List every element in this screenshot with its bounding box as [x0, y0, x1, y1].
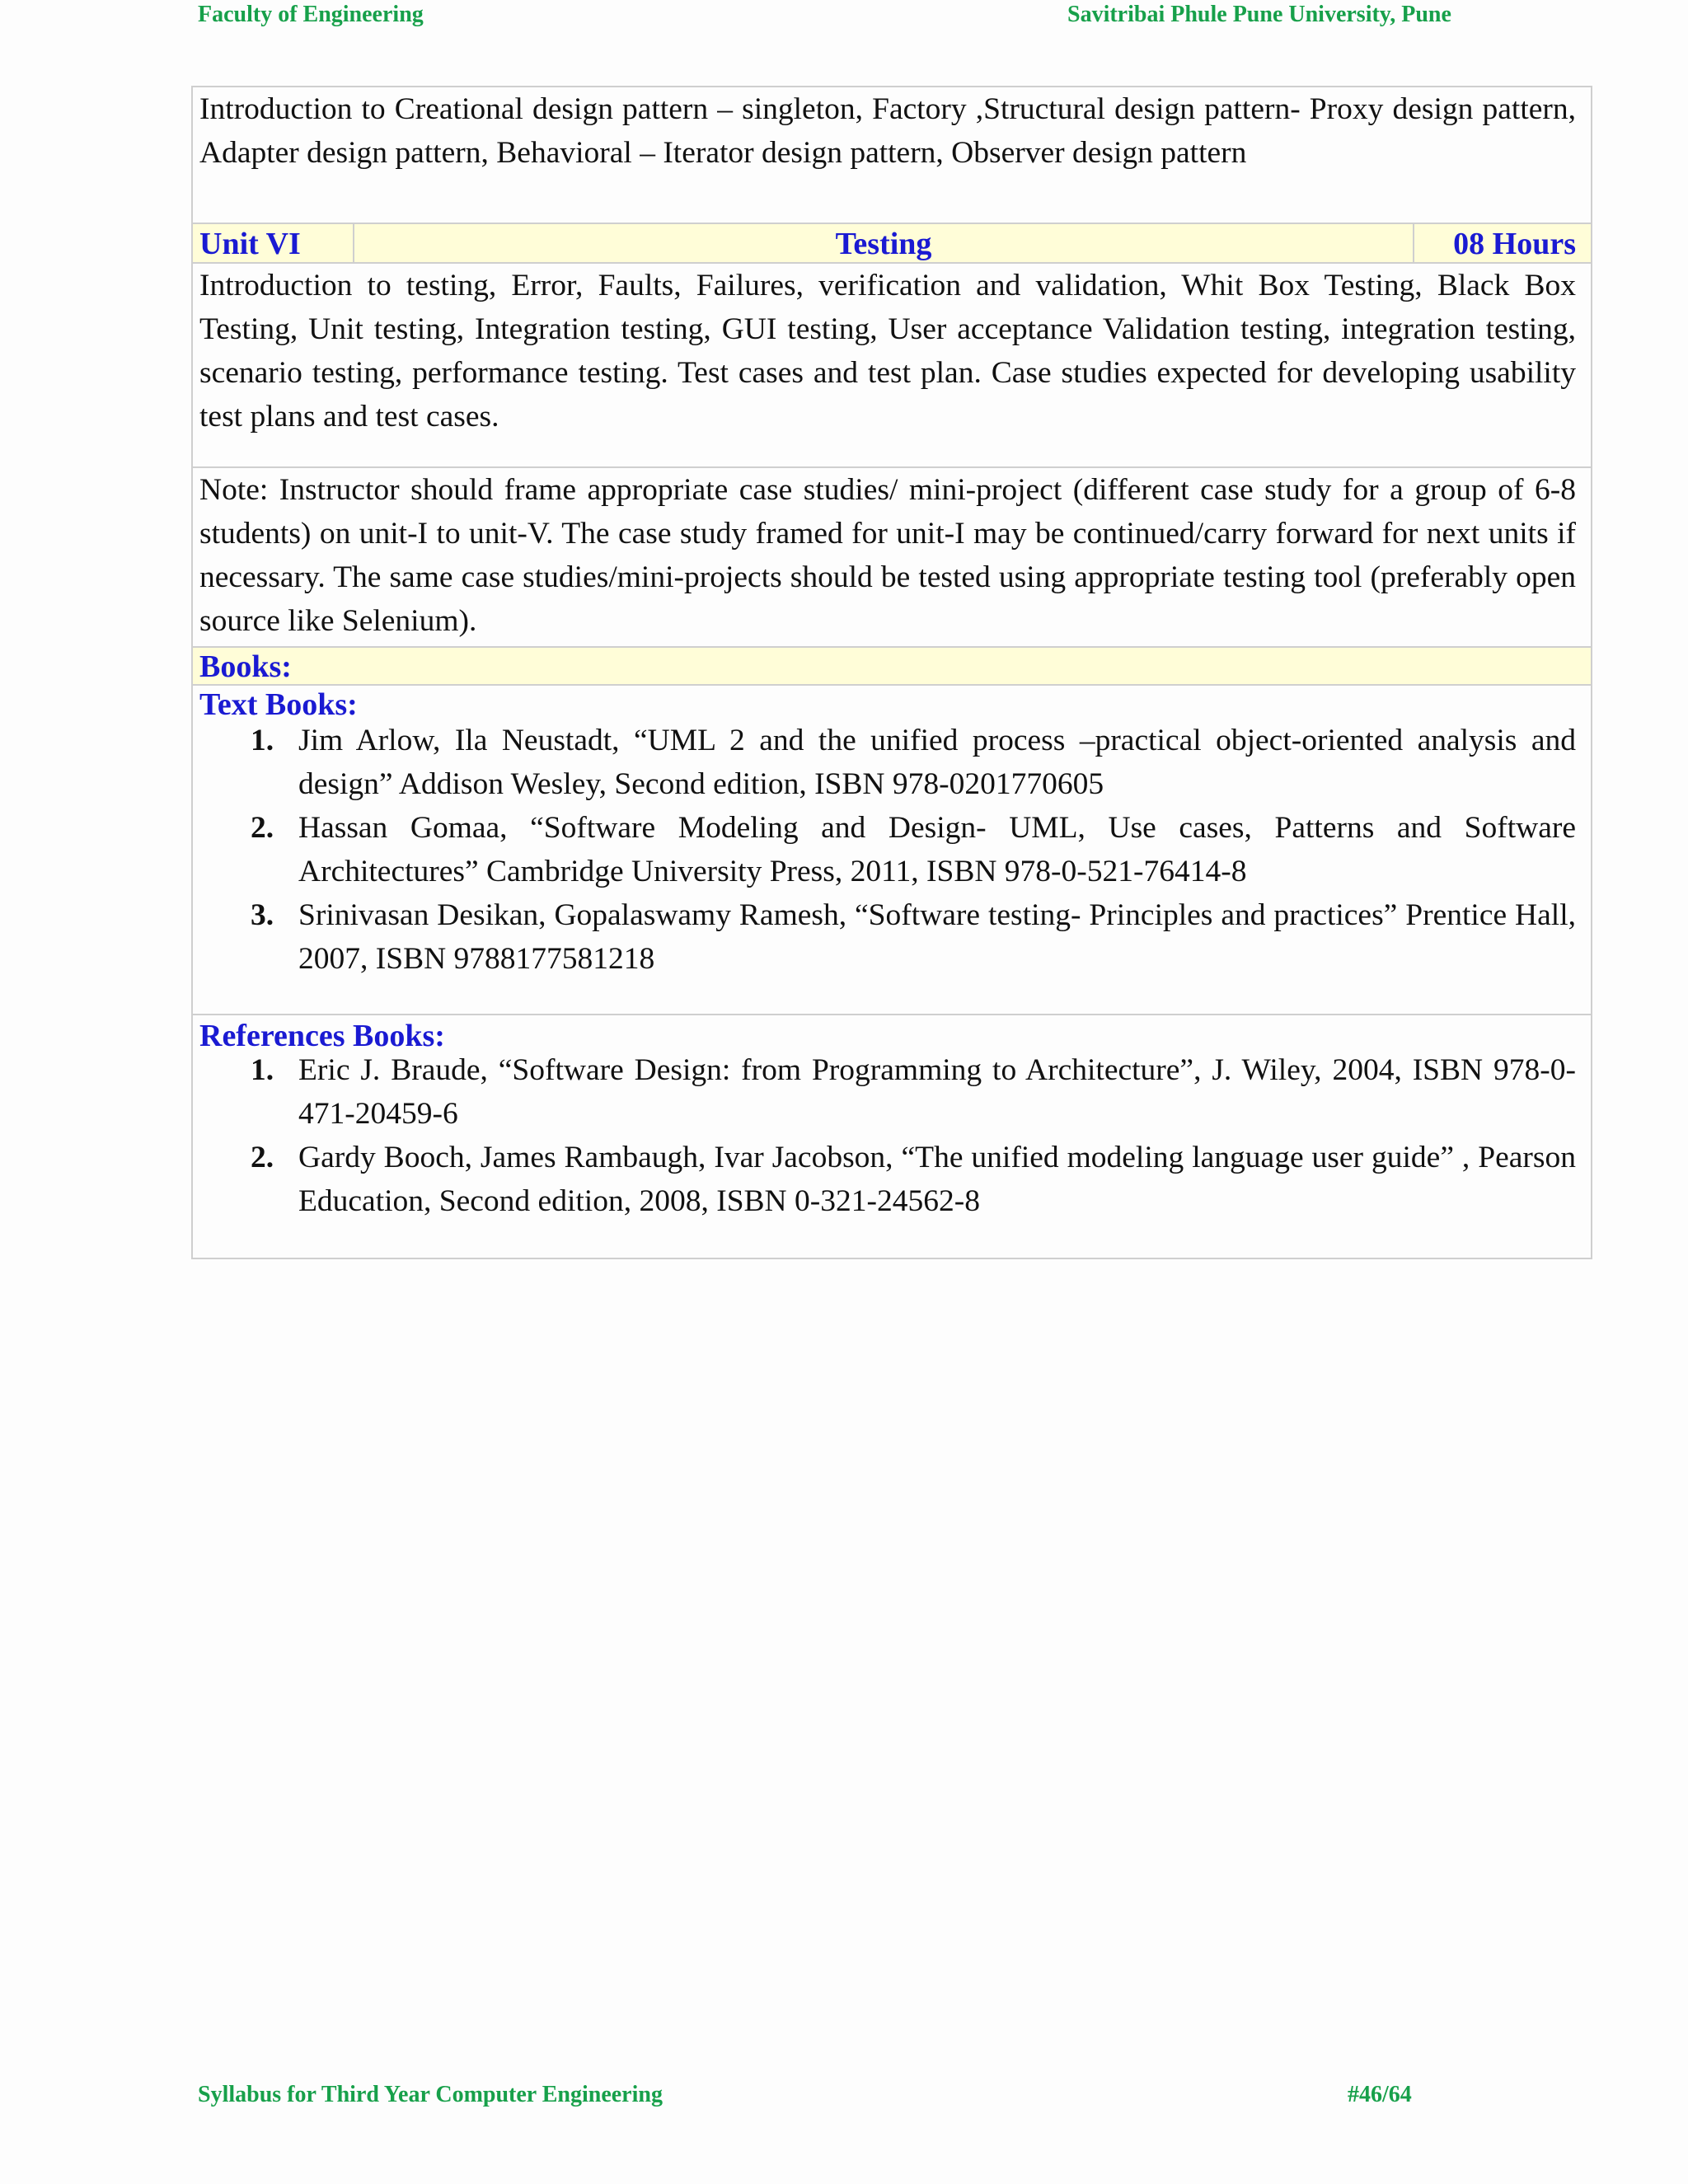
- books-heading: Books:: [199, 649, 292, 684]
- reference-books-list: [193, 1048, 1591, 1223]
- list-item: [193, 893, 1591, 981]
- list-number: 2.: [251, 1141, 274, 1174]
- list-item: [193, 719, 1591, 806]
- list-item: [193, 1048, 1591, 1136]
- unit-title: Testing: [354, 224, 1414, 262]
- list-number: 1.: [251, 724, 274, 757]
- list-number: 2.: [251, 811, 274, 845]
- books-header-row: [193, 646, 1591, 686]
- book-citation: Gardy Booch, James Rambaugh, Ivar Jacobson, “The unified modeling language user guide” , Pearson Education, Second edition, 2008, ISBN 0-321-24562-8: [298, 1141, 1576, 1218]
- list-number: 1.: [251, 1053, 274, 1087]
- book-citation: Eric J. Braude, “Software Design: from Programming to Architecture”, J. Wiley, 2004, ISBN 978-0-471-20459-6: [298, 1053, 1576, 1131]
- text-books-heading: Text Books:: [199, 687, 358, 722]
- section-divider: [193, 1014, 1591, 1015]
- list-item: [193, 806, 1591, 893]
- syllabus-table: [191, 86, 1592, 1259]
- unit-number: Unit VI: [193, 224, 354, 262]
- unit-hours: 08 Hours: [1453, 227, 1576, 261]
- note-paragraph: Note: Instructor should frame appropriate case studies/ mini-project (different case study for a group of 6-8 students) on unit-I to unit-V. The case study framed for unit-I may be continued/carry forward for next units if necessary. The same case studies/mini-projects should be tested using appropriate testing tool (preferably open source like Selenium).: [199, 473, 1576, 638]
- reference-books-heading: References Books:: [199, 1019, 445, 1053]
- page-number: #46/64: [1348, 2082, 1412, 2107]
- unit-header-row: [193, 223, 1591, 264]
- book-citation: Srinivasan Desikan, Gopalaswamy Ramesh, “Software testing- Principles and practices” Prentice Hall, 2007, ISBN 9788177581218: [298, 898, 1576, 976]
- list-number: 3.: [251, 898, 274, 932]
- unit-content: Introduction to testing, Error, Faults, Failures, verification and validation, Whit Box Testing, Black Box Testing, Unit testing, Integration testing, GUI testing, User acceptance Validation testing, integration testing, scenario testing, performance testing. Test cases and test plan. Case studies expected for developing usability test plans and test cases.: [199, 269, 1576, 434]
- list-item: [193, 1136, 1591, 1223]
- book-citation: Hassan Gomaa, “Software Modeling and Design- UML, Use cases, Patterns and Software Architectures” Cambridge University Press, 2011, ISBN 978-0-521-76414-8: [298, 811, 1576, 888]
- header-university: Savitribai Phule Pune University, Pune: [1067, 2, 1451, 27]
- footer-syllabus-title: Syllabus for Third Year Computer Engineering: [198, 2082, 663, 2107]
- intro-paragraph: Introduction to Creational design pattern – singleton, Factory ,Structural design pattern- Proxy design pattern, Adapter design pattern, Behavioral – Iterator design pattern, Observer design pattern: [199, 92, 1576, 170]
- text-books-list: [193, 719, 1591, 981]
- header-faculty: Faculty of Engineering: [198, 2, 424, 27]
- book-citation: Jim Arlow, Ila Neustadt, “UML 2 and the unified process –practical object-oriented analysis and design” Addison Wesley, Second edition, ISBN 978-0201770605: [298, 724, 1576, 801]
